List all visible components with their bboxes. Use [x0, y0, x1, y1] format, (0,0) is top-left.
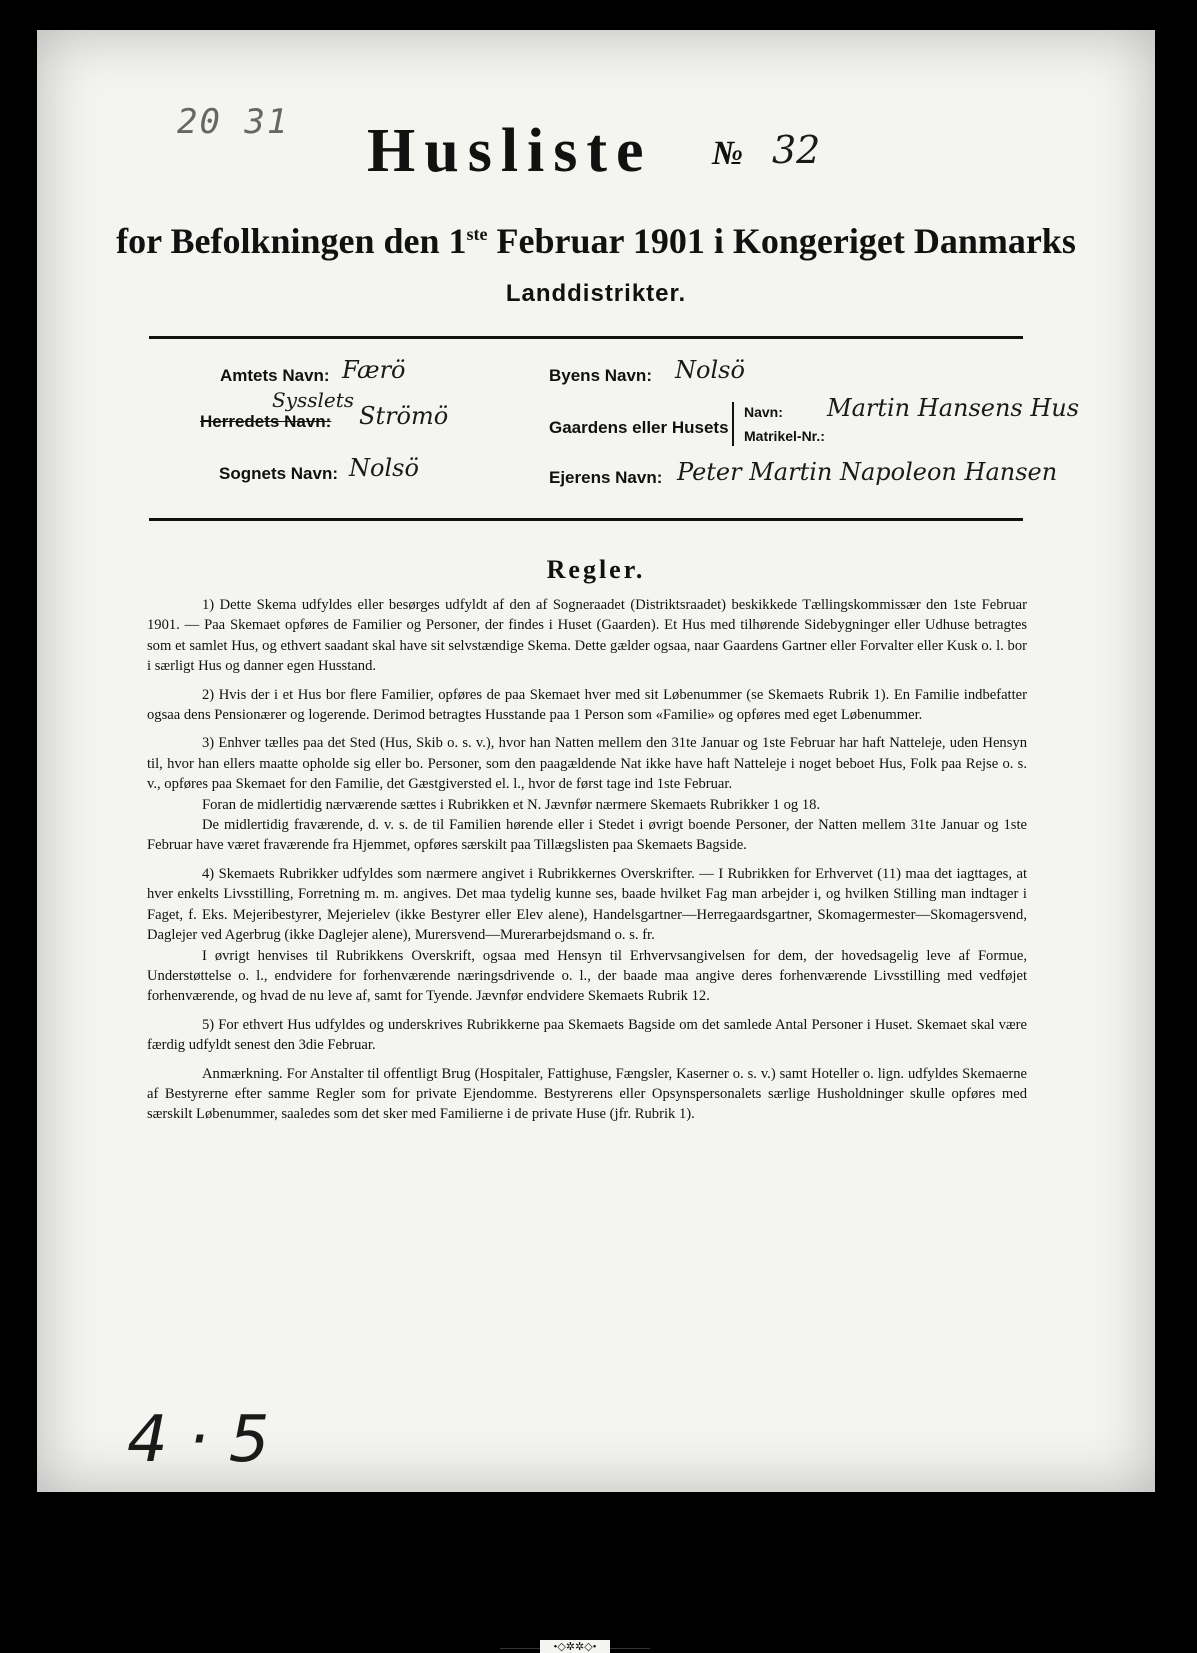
rules-heading: Regler. — [546, 555, 646, 584]
by-label: Byens Navn: — [549, 366, 652, 385]
ejer-label: Ejerens Navn: — [549, 468, 663, 487]
annotation: Anmærkning. For Anstalter til offentligt Brug (Hospitaler, Fattighuse, Fængsler, Kaserner o. s. v.) samt Hoteller o. lign. udfyldes Skemaerne af Bestyrerne efter samme Regler som for private Ejendomme. Bestyrerens eller Opsynspersonalets særlige Husholdninger skulle opføres med særskilt Løbenummer, saaledes som det sker med Familierne i de private Huse (jfr. Rubrik 1). — [147, 1065, 1027, 1123]
rule-4: 4) Skemaets Rubrikker udfyldes som nærmere angivet i Rubrikkernes Overskrifter. — I Rubrikken for Erhvervet (11) maa det iagttages, at hver enkelts Livsstilling, Forretning m. m. angives. Det maa tydelig kunne ses, baade hvilket Fag man arbejder i, og hvilken Stilling man indtager i Faget, f. Eks. Mejeribestyrer, Mejerielev (ikke Bestyrer eller Elev alene), Handelsgartner—Herregaardsgartner, Skomagermester—Skomagersvend, Daglejer ved Agerbrug (ikke Daglejer alene), Murersvend—Murerarbejdsmand o. s. fr. — [147, 865, 1027, 944]
ornament-glyphs: •◇✲✲◇• — [540, 1640, 610, 1653]
rule-2: 2) Hvis der i et Hus bor flere Familier, opføres de paa Skemaet hver med sit Løbenummer (se Skemaets Rubrik 1). En Familie indbefatter ogsaa dens Pensionærer og logerende. Derimod betragtes Husstande paa 1 Person som «Familie» og opføres med eget Løbenummer. — [147, 686, 1027, 724]
rule-3: 3) Enhver tælles paa det Sted (Hus, Skib o. s. v.), hvor han Natten mellem den 31te Januar og 1ste Februar har haft Natteleje, uden Hensyn til, hvor han ellers maatte opholde sig eller bo. Personer, som den paagældende Nat ikke have haft Natteleje i noget beboet Hus, Folk paa Rejse o. s. v., opføres paa Skemaet for den Familie, det Gæstgiversted el. l., hvor de først tage ind 1ste Februar. — [147, 735, 1027, 793]
form-subtitle: for Befolkningen den 1ste Februar 1901 i Kongeriget Danmarks — [116, 221, 1076, 261]
district-heading: Landdistrikter. — [505, 280, 687, 307]
navn-value: Martin Hansens Hus — [827, 394, 1080, 422]
brace — [732, 402, 734, 446]
rule-3-absent: De midlertidig fraværende, d. v. s. de til Familien hørende eller i Stedet i øvrigt boende Personer, der Natten mellem 31te Januar og 1ste Februar have været fraværende fra Hjemmet, opføres særskilt paa Tillægslisten paa Skemaets Bagside. — [147, 817, 1027, 854]
sogn-value: Nolsö — [349, 454, 419, 482]
gaard-label: Gaardens eller Husets — [549, 418, 729, 437]
archive-number: 20 31 — [177, 102, 290, 142]
rule-1: 1) Dette Skema udfyldes eller besørges udfyldt af den af Sogneraadet (Distriktsraadet) beskikkede Tællingskommissær den 1ste Februar 1901. — Paa Skemaet opføres de Familier og Personer, der findes i Huset (Gaarden). Et Hus med tilhørende Sidebygninger eller Udhuse betragtes som et samlet Hus, og ethvert saadant skal have sit selvstændige Skema. Dette gælder ogsaa, naar Gaardens Gartner eller Forvalter eller Kusk o. l. bor i særligt Hus og danner egen Husstand. — [147, 597, 1027, 675]
form-title: Husliste — [367, 117, 653, 185]
matrikel-label: Matrikel-Nr.: — [744, 428, 825, 444]
census-form — [37, 30, 1155, 1653]
number-label: № — [712, 135, 744, 172]
sogn-label: Sognets Navn: — [219, 464, 339, 483]
form-number: 32 — [772, 128, 821, 172]
herred-label: Herredets Navn: — [200, 412, 332, 431]
navn-label: Navn: — [744, 404, 783, 420]
divider-bottom — [149, 518, 1023, 521]
herred-value: Strömö — [359, 402, 449, 430]
rule-5: 5) For ethvert Hus udfyldes og underskrives Rubrikkerne paa Skemaets Bagside om det samlede Antal Personer i Huset. Skemaet skal være færdig udfyldt senest den 3die Februar. — [147, 1016, 1027, 1054]
divider-top — [149, 336, 1023, 339]
rules-text — [147, 595, 1027, 1133]
handwritten-corner-note: 4 · 5 — [127, 1403, 270, 1477]
syssel-note: Sysslets — [272, 388, 355, 412]
amt-value: Færö — [342, 356, 406, 384]
rule-4-note: I øvrigt henvises til Rubrikkens Overskrift, ogsaa med Hensyn til Erhvervsangivelsen for dem, der hovedsagelig leve af Formue, Understøttelse o. l., endvidere for forhenværende næringsdrivende o. l., der baade maa angive deres forhenværende Livsstilling med vedføjet forhenværende, og hvad de nu leve af, samt for Tyende. Jævnfør endvidere Skemaets Rubrik 12. — [147, 947, 1027, 1005]
by-value: Nolsö — [675, 356, 745, 384]
ejer-value: Peter Martin Napoleon Hansen — [677, 458, 1058, 486]
rule-3-note-n: Foran de midlertidig nærværende sættes i Rubrikken et N. Jævnfør nærmere Skemaets Rubrikker 1 og 18. — [202, 796, 821, 813]
amt-label: Amtets Navn: — [220, 366, 330, 385]
